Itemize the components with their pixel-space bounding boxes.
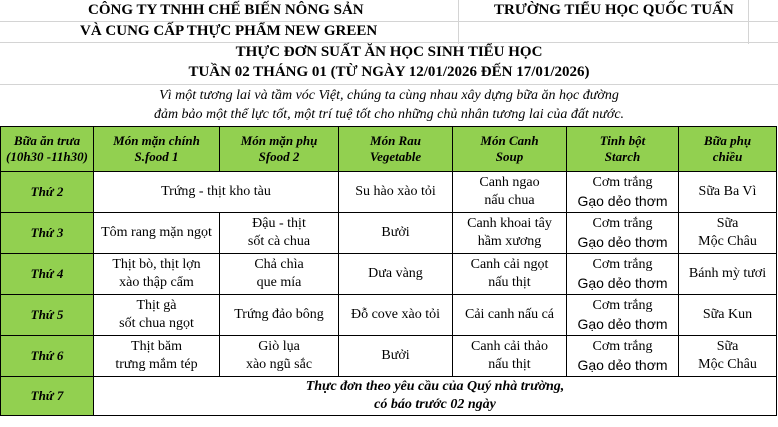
starch-cell: Cơm trắng Gạo dẻo thơm [567,254,679,295]
grid-line [0,42,778,43]
grid-line [0,21,778,22]
soup-cell: Canh cải thảo nấu thịt [453,336,567,377]
table-row [1,336,777,377]
main-dish-cell: Thịt băm trưng mắm tép [94,336,220,377]
day-cell: Thứ 2 [1,172,94,213]
snack-cell: Sữa Mộc Châu [679,213,777,254]
main-dish-cell: Tôm rang mặn ngọt [94,213,220,254]
day-cell: Thứ 7 [1,377,94,416]
vegetable-cell: Đỗ cove xào tỏi [339,295,453,336]
table-row [1,377,777,416]
school-name: TRƯỜNG TIỂU HỌC QUỐC TUẤN [494,2,734,18]
vegetable-cell: Su hào xào tỏi [339,172,453,213]
day-cell: Thứ 3 [1,213,94,254]
column-header-side-dish: Món mặn phụ Sfood 2 [220,127,339,172]
side-dish-cell: Giò lụa xào ngũ sắc [220,336,339,377]
starch-cell: Cơm trắng Gạo dẻo thơm [567,295,679,336]
main-dish-cell: Trứng - thịt kho tàu [94,172,339,213]
starch-cell: Cơm trắng Gạo dẻo thơm [567,172,679,213]
vegetable-cell: Dưa vàng [339,254,453,295]
saturday-note: Thực đơn theo yêu cầu của Quý nhà trường, có báo trước 02 ngày [94,377,777,416]
starch-cell: Cơm trắng Gạo dẻo thơm [567,213,679,254]
column-header-starch: Tinh bột Starch [567,127,679,172]
day-cell: Thứ 6 [1,336,94,377]
table-row [1,172,777,213]
table-header-row [1,127,777,172]
column-header-main-dish: Món mặn chính S.food 1 [94,127,220,172]
day-cell: Thứ 5 [1,295,94,336]
soup-cell: Canh cải ngọt nấu thịt [453,254,567,295]
soup-cell: Cải canh nấu cá [453,295,567,336]
snack-cell: Bánh mỳ tươi [679,254,777,295]
table-row [1,213,777,254]
snack-cell: Sữa Kun [679,295,777,336]
starch-cell: Cơm trắng Gạo dẻo thơm [567,336,679,377]
column-header-snack: Bữa phụ chiều [679,127,777,172]
main-dish-cell: Thịt bò, thịt lợn xào thập cẩm [94,254,220,295]
grid-line [748,0,749,44]
week-range: TUẦN 02 THÁNG 01 (TỪ NGÀY 12/01/2026 ĐẾN 17/01/2026) [188,64,590,80]
vegetable-cell: Bưởi [339,336,453,377]
side-dish-cell: Trứng đảo bông [220,295,339,336]
column-header-meal: Bữa ăn trưa (10h30 -11h30) [1,127,94,172]
soup-cell: Canh ngao nấu chua [453,172,567,213]
main-dish-cell: Thịt gà sốt chua ngọt [94,295,220,336]
column-header-vegetable: Món Rau Vegetable [339,127,453,172]
menu-title: THỰC ĐƠN SUẤT ĂN HỌC SINH TIỂU HỌC [235,44,543,60]
menu-table [0,126,777,416]
slogan-line2: đảm bảo một thể lực tốt, một trí tuệ tốt cho những chủ nhân tương lai của đất nước. [153,107,625,122]
vegetable-cell: Bưởi [339,213,453,254]
company-name-line1: CÔNG TY TNHH CHẾ BIẾN NÔNG SẢN [88,2,364,18]
company-name-line2: VÀ CUNG CẤP THỰC PHẨM NEW GREEN [80,23,378,39]
day-cell: Thứ 4 [1,254,94,295]
grid-line [0,84,778,85]
soup-cell: Canh khoai tây hầm xương [453,213,567,254]
snack-cell: Sữa Mộc Châu [679,336,777,377]
grid-line [458,0,459,44]
side-dish-cell: Chả chìa que mía [220,254,339,295]
table-row [1,254,777,295]
table-row [1,295,777,336]
snack-cell: Sữa Ba Vì [679,172,777,213]
column-header-soup: Món Canh Soup [453,127,567,172]
slogan-line1: Vì một tương lai và tầm vóc Việt, chúng ta cùng nhau xây dựng bữa ăn học đường [159,88,619,103]
side-dish-cell: Đậu - thịt sốt cà chua [220,213,339,254]
